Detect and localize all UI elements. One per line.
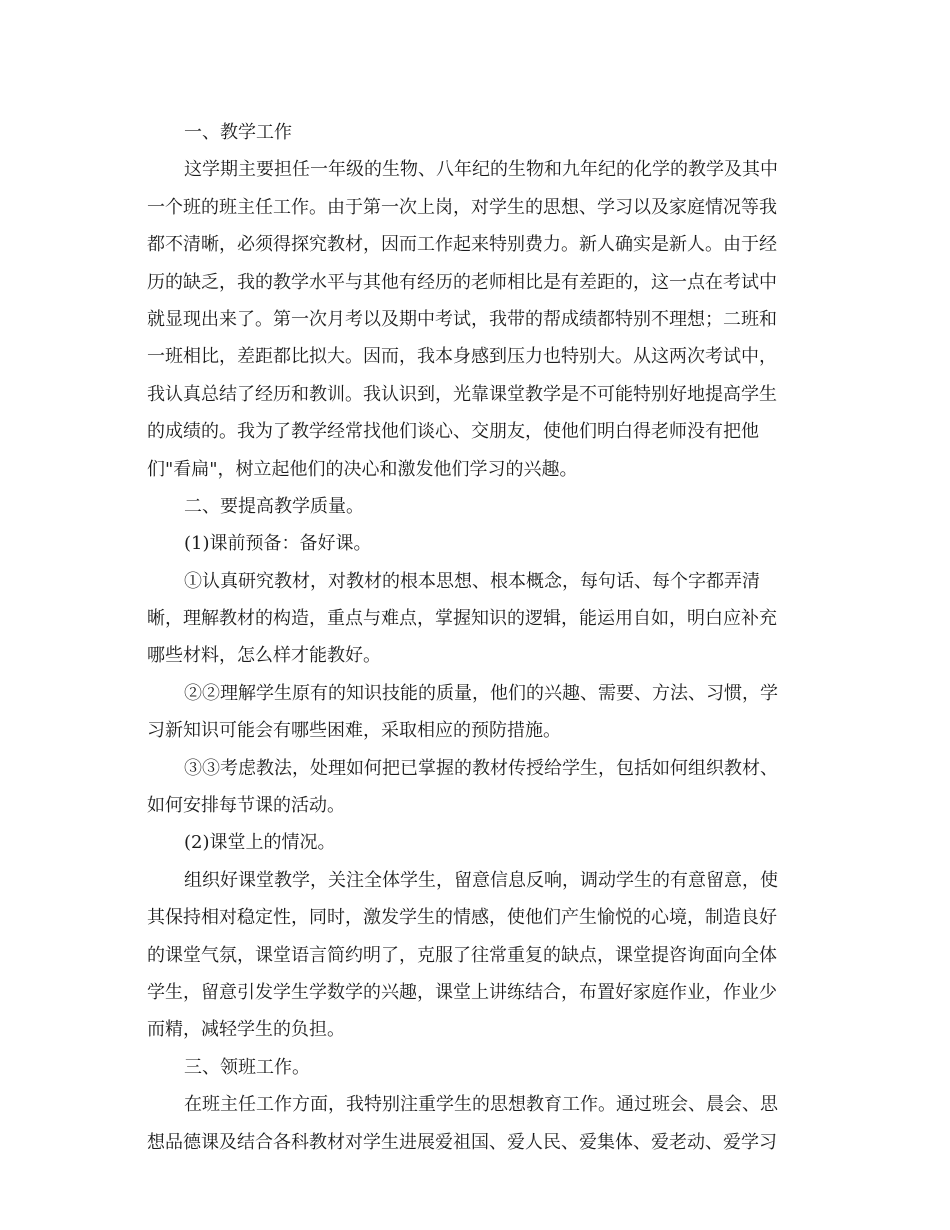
paragraph-line: 历的缺乏，我的教学水平与其他有经历的老师相比是有差距的，这一点在考试中 — [147, 271, 777, 293]
paragraph-line: 想品德课及结合各科教材对学生进展爱祖国、爱人民、爱集体、爱老动、爱学习 — [147, 1131, 777, 1153]
paragraph-line: 其保持相对稳定性，同时，激发学生的情感，使他们产生愉悦的心境，制造良好 — [147, 907, 777, 929]
section-heading-teaching: 一、教学工作 — [184, 122, 292, 143]
paragraph-line: ②②理解学生原有的知识技能的质量，他们的兴趣、需要、方法、习惯，学 — [184, 682, 778, 704]
paragraph-line: 都不清晰，必须得探究教材，因而工作起来特别费力。新人确实是新人。由于经 — [147, 234, 777, 256]
paragraph-line: 在班主任工作方面，我特别注重学生的思想教育工作。通过班会、晨会、思 — [184, 1094, 778, 1116]
paragraph-line: 就显现出来了。第一次月考以及期中考试，我带的帮成绩都特别不理想；二班和 — [147, 308, 777, 330]
document-body — [147, 114, 807, 1161]
paragraph-line: 晰，理解教材的构造，重点与难点，掌握知识的逻辑，能运用自如，明白应补充 — [147, 608, 777, 630]
subheading-classroom: (2)课堂上的情况。 — [184, 832, 336, 854]
paragraph-line: 而精，减轻学生的负担。 — [147, 1019, 345, 1041]
paragraph-line: 哪些材料，怎么样才能教好。 — [147, 645, 381, 667]
paragraph-line: 我认真总结了经历和教训。我认识到，光靠课堂教学是不可能特别好地提高学生 — [147, 383, 777, 405]
paragraph-line: 一个班的班主任工作。由于第一次上岗，对学生的思想、学习以及家庭情况等我 — [147, 196, 777, 218]
section-heading-class-leading: 三、领班工作。 — [184, 1056, 310, 1078]
paragraph-line: 的课堂气氛，课堂语言简约明了，克服了往常重复的缺点，课堂提咨询面向全体 — [147, 944, 777, 966]
paragraph-line: 组织好课堂教学，关注全体学生，留意信息反响，调动学生的有意留意，使 — [184, 869, 778, 891]
section-heading-quality: 二、要提高教学质量。 — [184, 495, 364, 517]
paragraph-line: 如何安排每节课的活动。 — [147, 795, 345, 817]
paragraph-line: 们"看扁"，树立起他们的决心和激发他们学习的兴趣。 — [147, 458, 578, 480]
paragraph-line: ①认真研究教材，对教材的根本思想、根本概念，每句话、每个字都弄清 — [184, 570, 760, 592]
paragraph-line: 一班相比，差距都比拟大。因而，我本身感到压力也特别大。从这两次考试中， — [147, 346, 777, 368]
subheading-preparation: (1)课前预备：备好课。 — [184, 533, 372, 555]
paragraph-line: 习新知识可能会有哪些困难，采取相应的预防措施。 — [147, 720, 561, 742]
paragraph-line: 的成绩的。我为了教学经常找他们谈心、交朋友，使他们明白得老师没有把他 — [147, 421, 759, 443]
paragraph-line: ③③考虑教法，处理如何把已掌握的教材传授给学生，包括如何组织教材、 — [184, 757, 778, 779]
paragraph-line: 这学期主要担任一年级的生物、八年纪的生物和九年纪的化学的教学及其中 — [184, 159, 778, 181]
paragraph-line: 学生，留意引发学生学数学的兴趣，课堂上讲练结合，布置好家庭作业，作业少 — [147, 981, 777, 1003]
